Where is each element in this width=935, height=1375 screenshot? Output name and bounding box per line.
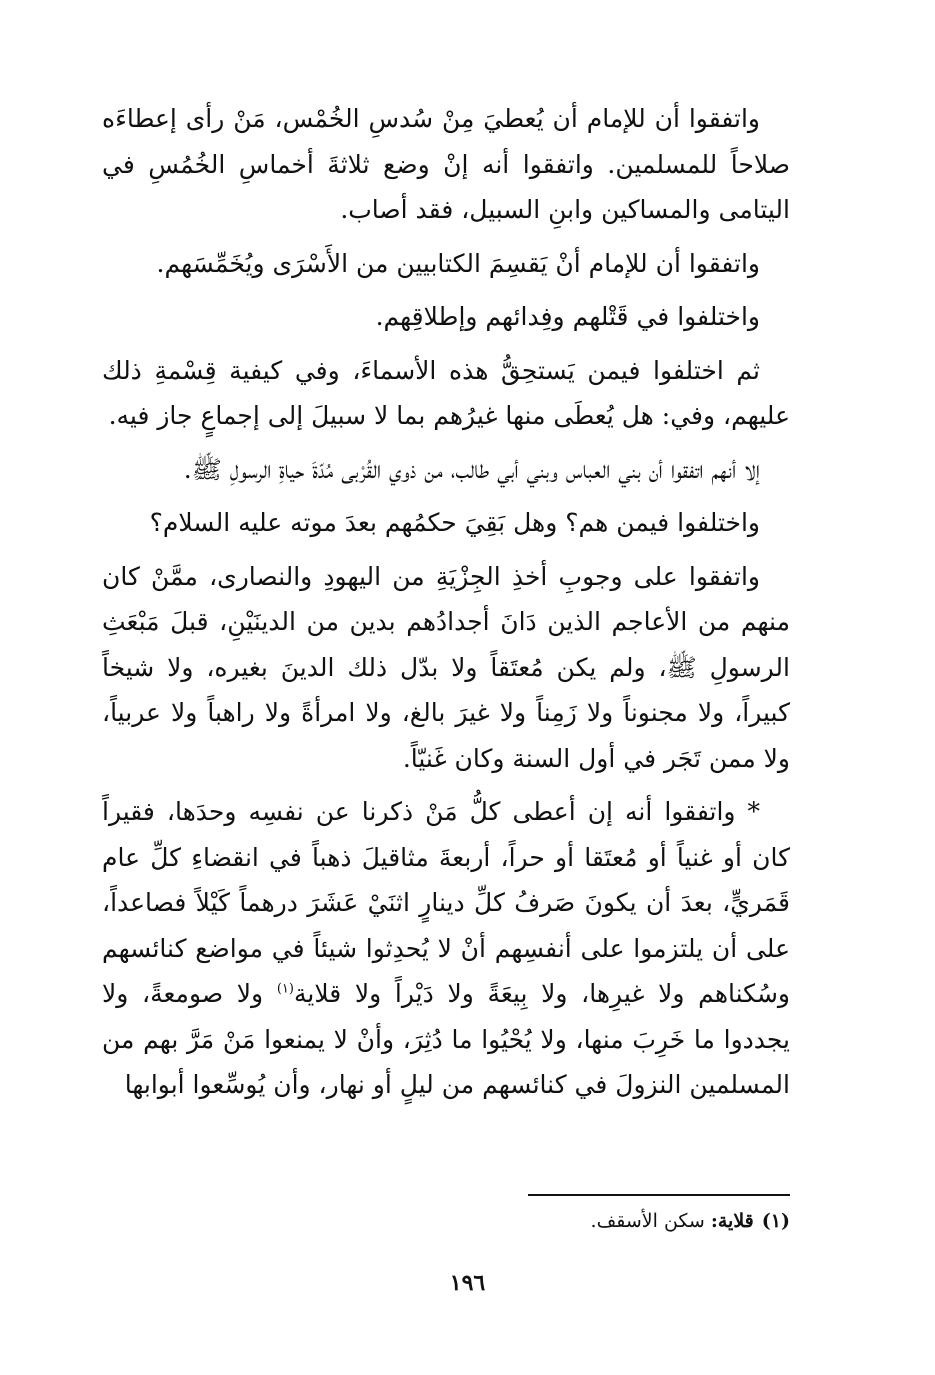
paragraph-5: إلا أنهم اتفقوا أن بني العباس وبني أبي طالب، من ذوي القُرْبى مُدّةَ حياةِ الرسولِ ﷺ.: [183, 454, 760, 484]
paragraph-6: واختلفوا فيمن هم؟ وهل بَقِيَ حكمُهم بعدَ موته عليه السلام؟: [149, 508, 760, 537]
paragraph-1: واتفقوا أن للإمام أن يُعطيَ مِنْ سُدسِ الخُمْس، مَنْ رأى إعطاءَه صلاحاً للمسلمين. واتفقوا أنه إنْ وضع ثلاثةَ أخماسِ الخُمُسِ في اليتامى والمساكين وابنِ السبيل، فقد أصاب.: [102, 104, 790, 224]
paragraph-8-part-1: * واتفقوا أنه إن أعطى كلُّ مَنْ ذكرنا عن نفسِه وحدَها، فقيراً كان أو غنياً أو مُعتَقا أو حراً، أربعةَ مثاقيلَ ذهباً في انقضاءِ كلِّ عام قَمَريٍّ، بعدَ أن يكونَ صَرفُ كلِّ دينارٍ اثنَيْ عَشَرَ درهماً كَيْلاً فصاعداً، على أن يلتزموا على أنفسِهم أنْ لا يُحدِثوا شيئاً في مواضع كنائسهم وسُكناهم ولا غيرِها، ولا بِيعَةً ولا دَيْراً ولا قلاية: [102, 797, 790, 1008]
paragraph-3: واختلفوا في قَتْلهم وفِدائهم وإطلاقِهم.: [375, 302, 760, 331]
footnote-text: سكن الأسقف.: [590, 1210, 711, 1232]
paragraph-4: ثم اختلفوا فيمن يَستحِقُّ هذه الأسماءَ، وفي كيفية قِسْمةِ ذلك عليهم، وفي: هل يُعطَى منها غيرُهم بما لا سبيلَ إلى إجماعٍ جاز فيه.: [102, 355, 790, 430]
footnote-reference[interactable]: (١): [276, 981, 294, 997]
footnote-divider: [528, 1194, 790, 1196]
paragraph-7: واتفقوا على وجوبِ أخذِ الجِزْيَةِ من اليهودِ والنصارى، ممَّنْ كان منهم من الأعاجم الذين دَانَ أجدادُهم بدين من الدينَيْنِ، قبلَ مَبْعَثِ الرسولِ ﷺ، ولم يكن مُعتَقاً ولا بدّل ذلك الدينَ بغيره، ولا شيخاً كبيراً، ولا مجنوناً ولا زَمِناً ولا غيرَ بالغ، ولا امرأةً ولا راهباً ولا عربياً، ولا ممن تَجَر في أول السنة وكان غَنيّاً.: [102, 561, 790, 773]
footnote-number: (١): [761, 1210, 790, 1232]
page-number: ١٩٦: [449, 1270, 486, 1296]
main-text: [102, 96, 790, 1114]
footnote-term: قلاية:: [710, 1210, 754, 1232]
paragraph-2: واتفقوا أن للإمام أنْ يَقسِمَ الكتابيين من الأَسْرَى ويُخَمِّسَهم.: [156, 248, 760, 278]
footnote: [370, 1206, 790, 1236]
paragraph-8-part-2: ولا صومعةً، ولا يجددوا ما خَرِبَ منها، ولا يُحْيُوا ما دُثِرَ، وأنْ لا يمنعوا مَنْ مَرَّ بهم من المسلمين النزولَ في كنائسهم من ليلٍ أو نهار، وأن يُوسِّعوا أبوابها: [102, 979, 790, 1099]
paragraph-8: [102, 789, 790, 1108]
